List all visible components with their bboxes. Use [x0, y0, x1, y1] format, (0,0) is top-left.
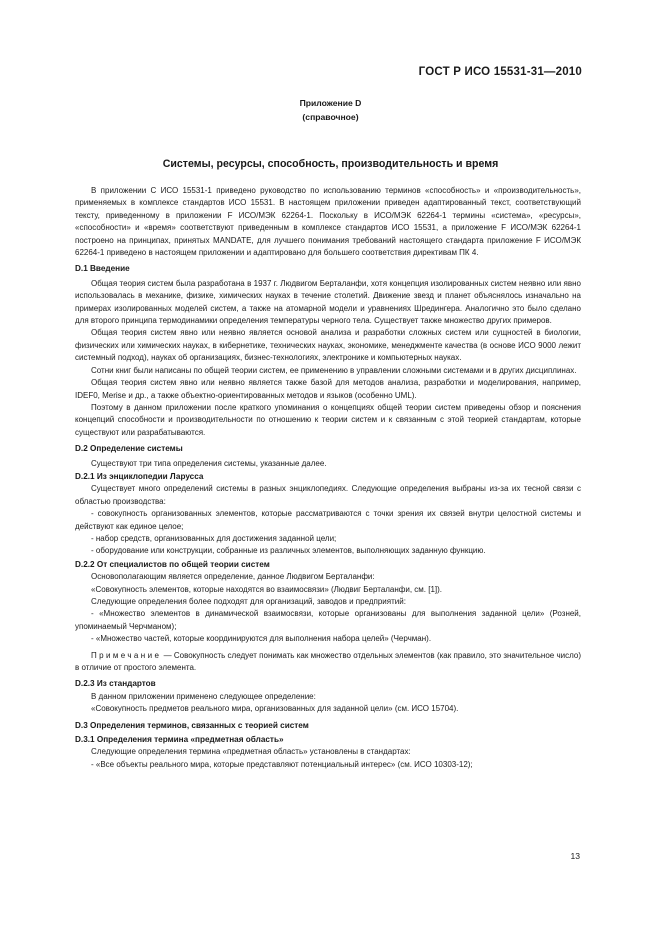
page-number: 13	[570, 851, 580, 861]
paragraph: Существуют три типа определения системы, указанные далее.	[91, 458, 327, 468]
section-heading-d3: D.3 Определения терминов, связанных с теорией систем	[75, 720, 309, 730]
section-heading-d22: D.2.2 От специалистов по общей теории систем	[75, 559, 270, 569]
paragraph: Поэтому в данном приложении после краткого упоминания о концепциях общей теории систем приведены обзор и пояснения концепций способности и производительности по отношению к теории систем и к связанным с этой теорией стандартам, которые существуют или разрабатываются.	[75, 402, 581, 437]
standard-header: ГОСТ Р ИСО 15531-31—2010	[418, 66, 582, 78]
section-heading-d1: D.1 Введение	[75, 264, 130, 274]
paragraph: Существует много определений системы в разных энциклопедиях. Следующие определения выбраны из-за их тесной связи с областью производства:	[75, 484, 581, 506]
note-paragraph	[75, 650, 581, 675]
intro-paragraph: В приложении С ИСО 15531-1 приведено руководство по использованию терминов «способность» и «производительность», применяемых в комплексе стандартов ИСО 15531. В настоящем приложении приведен адаптированный текст, соответствующий тексту, приведенному в приложении F ИСО/МЭК 62264-1. Поскольку в ИСО/МЭК 62264-1 термины «система», «ресурсы», «способности» и «время» соответствуют приведенным в комплексе стандартов ИСО 15531, а приложение F ИСО/МЭК 62264-1 построено на принципах, принятых MANDATE, для лучшего понимания требований настоящего стандарта приложение F ИСО/МЭК 62264-1 приведено в настоящем приложении и адаптировано для большего соответствия директивам ПК 4.	[75, 186, 581, 258]
note-label: Примечание	[91, 650, 162, 660]
paragraph: Сотни книг были написаны по общей теории систем, ее применению в управлении сложными системами и в других дисциплинах.	[91, 365, 577, 375]
note-text: — Совокупность следует понимать как множество отдельных элементов (как правило, это значительное число) в отличие от простого элемента.	[75, 650, 581, 673]
paragraph: Следующие определения более подходят для организаций, заводов и предприятий:	[91, 597, 406, 606]
paragraph: Общая теория систем явно или неявно является основой анализа и разработки сложных систем или сущностей в биологии, физических или химических науках, в кибернетике, технических науках, экономике, менеджменте качества (в основе ИСО 9000 лежит системный подход), науках об организациях, бизнес-технологиях, электронике и компьютерных науках.	[75, 328, 581, 363]
list-item: - оборудование или конструкции, собранные из различных элементов, выполняющих заданную функцию.	[91, 546, 486, 556]
list-item: - набор средств, организованных для достижения заданной цели;	[91, 533, 337, 543]
page-title: Системы, ресурсы, способность, производительность и время	[162, 158, 499, 170]
document-body	[75, 185, 581, 771]
paragraph: Следующие определения термина «предметная область» установлены в стандартах:	[91, 747, 411, 757]
section-heading-d2: D.2 Определение системы	[75, 444, 183, 454]
list-item: - совокупность организованных элементов, которые рассматриваются с точки зрения их связей внутри целостной системы и действуют как единое целое;	[75, 509, 581, 531]
paragraph: Основополагающим является определение, данное Людвигом Берталанфи:	[91, 572, 375, 582]
section-heading-d21: D.2.1 Из энциклопедии Ларусса	[75, 471, 204, 481]
paragraph: В данном приложении применено следующее определение:	[91, 691, 316, 701]
quote-paragraph: «Совокупность предметов реального мира, организованных для заданной цели» (см. ИСО 15704).	[91, 704, 459, 714]
list-item: - «Все объекты реального мира, которые представляют потенциальный интерес» (см. ИСО 10303-12);	[91, 759, 473, 769]
appendix-heading	[0, 96, 661, 124]
paragraph: Общая теория систем явно или неявно является также базой для методов анализа, разработки и моделирования, например, IDEF0, Merise и др., а также объектно-ориентированных методов и языков (особенно UML).	[75, 378, 581, 400]
section-heading-d23: D.2.3 Из стандартов	[75, 679, 156, 689]
section-heading-d31: D.3.1 Определения термина «предметная область»	[75, 735, 284, 745]
list-item: - «Множество частей, которые координируются для выполнения набора целей» (Черчман).	[91, 634, 432, 644]
paragraph: Общая теория систем была разработана в 1937 г. Людвигом Берталанфи, хотя концепция изолированных систем неявно или явно использовалась в механике, физике, химических науках в течение столетий. Движение звезд и планет объяснялось изначально на примерах изолированных моделей систем, а также на атомарной модели и уравнениях Шредингера. Аналогично это было сделано для второго принципа термодинамики определения температуры черного тела. Существует также множество других примеров.	[75, 278, 581, 326]
quote-paragraph: «Совокупность элементов, которые находятся во взаимосвязи» (Людвиг Берталанфи, см. [1]).	[91, 584, 443, 594]
list-item: - «Множество элементов в динамической взаимосвязи, которые организованы для выполнения заданной цели» (Розней, упоминаемый Черчманом);	[75, 609, 581, 631]
appendix-label: Приложение D	[299, 98, 362, 108]
appendix-type: (справочное)	[302, 112, 359, 122]
